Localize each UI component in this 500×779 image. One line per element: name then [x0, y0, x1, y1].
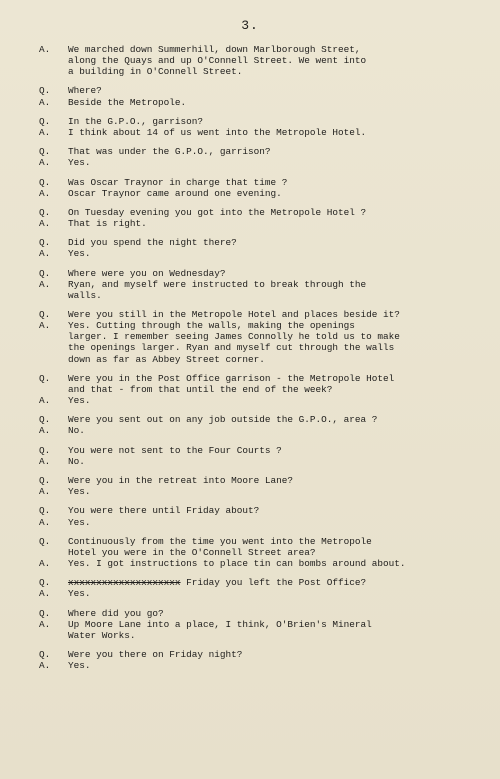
qa-list	[0, 44, 500, 680]
line-text: Where were you on Wednesday?	[68, 267, 226, 279]
line-text: Oscar Traynor came around one evening.	[68, 187, 282, 199]
speaker-label: A.	[39, 218, 51, 230]
line-text-wrapper	[68, 177, 494, 188]
line-text-wrapper	[68, 248, 494, 259]
line-text-wrapper	[68, 127, 494, 138]
line-text-wrapper	[68, 558, 494, 569]
question-line	[0, 608, 500, 619]
answer-line	[0, 558, 500, 569]
line-text: No.	[68, 455, 85, 467]
question-line	[0, 146, 500, 157]
speaker-label: A.	[39, 278, 51, 290]
line-text-wrapper	[68, 320, 494, 364]
speaker-label: Q.	[39, 85, 51, 97]
question-line	[0, 116, 500, 127]
line-text: Did you spend the night there?	[68, 237, 237, 249]
line-text: That is right.	[68, 218, 147, 230]
line-text: Friday you left the Post Office?	[180, 577, 367, 589]
line-text-wrapper	[68, 218, 494, 229]
speaker-label: A.	[39, 126, 51, 138]
speaker-label: A.	[39, 96, 51, 108]
speaker-label: Q.	[39, 577, 51, 589]
question-line	[0, 577, 500, 588]
line-text-wrapper	[68, 279, 494, 301]
line-text-wrapper	[68, 85, 494, 96]
speaker-label: Q.	[39, 535, 51, 547]
speaker-label: Q.	[39, 475, 51, 487]
line-text: We marched down Summerhill, down Marlborough Street, along the Quays and up O'Connell Street. We went into a building in O'Connell Street.	[68, 44, 367, 78]
line-text: Yes.	[68, 486, 91, 498]
answer-line	[0, 157, 500, 168]
speaker-label: A.	[39, 618, 51, 630]
speaker-label: A.	[39, 395, 51, 407]
speaker-label: A.	[39, 455, 51, 467]
qa-exchange	[0, 268, 500, 301]
question-line	[0, 505, 500, 516]
qa-exchange	[0, 44, 500, 77]
line-text-wrapper	[68, 207, 494, 218]
qa-exchange	[0, 116, 500, 138]
qa-exchange	[0, 649, 500, 671]
line-text-wrapper	[68, 588, 494, 599]
speaker-label: Q.	[39, 309, 51, 321]
line-text-wrapper	[68, 414, 494, 425]
line-text-wrapper	[68, 309, 494, 320]
line-text: I think about 14 of us went into the Metropole Hotel.	[68, 126, 367, 138]
line-text: Were you sent out on any job outside the G.P.O., area ?	[68, 414, 378, 426]
line-text-wrapper	[68, 188, 494, 199]
line-text: You were not sent to the Four Courts ?	[68, 444, 282, 456]
speaker-label: A.	[39, 425, 51, 437]
qa-exchange	[0, 207, 500, 229]
line-text: Yes.	[68, 248, 91, 260]
line-text: You were there until Friday about?	[68, 505, 260, 517]
line-text: Up Moore Lane into a place, I think, O'Brien's Mineral Water Works.	[68, 618, 372, 641]
line-text: Were you in the retreat into Moore Lane?	[68, 475, 294, 487]
line-text-wrapper	[68, 505, 494, 516]
line-text-wrapper	[68, 577, 494, 588]
answer-line	[0, 619, 500, 641]
speaker-label: A.	[39, 516, 51, 528]
speaker-label: A.	[39, 248, 51, 260]
answer-line	[0, 517, 500, 528]
answer-line	[0, 425, 500, 436]
speaker-label: Q.	[39, 505, 51, 517]
line-text-wrapper	[68, 395, 494, 406]
speaker-label: Q.	[39, 206, 51, 218]
line-text-wrapper	[68, 237, 494, 248]
speaker-label: A.	[39, 486, 51, 498]
answer-line	[0, 588, 500, 599]
line-text: Yes. Cutting through the walls, making the openings larger. I remember seeing James Connolly he told us to make the openings larger. Ryan and myself cut through the walls down as far as Abbey Street corner.	[68, 320, 400, 365]
question-line	[0, 268, 500, 279]
line-text-wrapper	[68, 486, 494, 497]
answer-line	[0, 395, 500, 406]
line-text-wrapper	[68, 475, 494, 486]
speaker-label: Q.	[39, 372, 51, 384]
line-text-wrapper	[68, 445, 494, 456]
speaker-label: Q.	[39, 607, 51, 619]
question-line	[0, 445, 500, 456]
line-text: Were you in the Post Office garrison - the Metropole Hotel and that - from that until the end of the week?	[68, 372, 395, 395]
line-text-wrapper	[68, 649, 494, 660]
question-line	[0, 475, 500, 486]
line-text-wrapper	[68, 619, 494, 641]
answer-line	[0, 660, 500, 671]
question-line	[0, 85, 500, 96]
answer-line	[0, 248, 500, 259]
line-text-wrapper	[68, 536, 494, 558]
line-text: Were you there on Friday night?	[68, 649, 243, 661]
question-line	[0, 649, 500, 660]
question-line	[0, 373, 500, 395]
answer-line	[0, 44, 500, 77]
qa-exchange	[0, 237, 500, 259]
line-text: Yes.	[68, 660, 91, 672]
line-text: Ryan, and myself were instructed to break through the walls.	[68, 278, 367, 301]
qa-exchange	[0, 414, 500, 436]
line-text-wrapper	[68, 517, 494, 528]
speaker-label: A.	[39, 588, 51, 600]
speaker-label: A.	[39, 558, 51, 569]
speaker-label: Q.	[39, 176, 51, 188]
line-text-wrapper	[68, 97, 494, 108]
answer-line	[0, 279, 500, 301]
qa-exchange	[0, 85, 500, 107]
line-text: That was under the G.P.O., garrison?	[68, 146, 271, 158]
qa-exchange	[0, 177, 500, 199]
answer-line	[0, 456, 500, 467]
answer-line	[0, 127, 500, 138]
speaker-label: A.	[39, 157, 51, 169]
line-text-wrapper	[68, 146, 494, 157]
speaker-label: Q.	[39, 414, 51, 426]
line-text-wrapper	[68, 268, 494, 279]
speaker-label: Q.	[39, 115, 51, 127]
speaker-label: A.	[39, 660, 51, 672]
speaker-label: A.	[39, 320, 51, 332]
qa-exchange	[0, 146, 500, 168]
question-line	[0, 207, 500, 218]
answer-line	[0, 218, 500, 229]
line-text-wrapper	[68, 608, 494, 619]
question-line	[0, 177, 500, 188]
speaker-label: Q.	[39, 146, 51, 158]
struck-out-text: xxxxxxxxxxxxxxxxxxxx	[68, 577, 181, 589]
line-text: Was Oscar Traynor in charge that time ?	[68, 176, 288, 188]
line-text-wrapper	[68, 157, 494, 168]
line-text: Yes.	[68, 516, 91, 528]
line-text-wrapper	[68, 456, 494, 467]
line-text: Where?	[68, 85, 102, 97]
line-text: Were you still in the Metropole Hotel and places beside it?	[68, 309, 400, 321]
qa-exchange	[0, 608, 500, 641]
line-text-wrapper	[68, 44, 494, 77]
answer-line	[0, 97, 500, 108]
question-line	[0, 309, 500, 320]
line-text-wrapper	[68, 373, 494, 395]
line-text: In the G.P.O., garrison?	[68, 115, 204, 127]
qa-exchange	[0, 373, 500, 406]
speaker-label: A.	[39, 187, 51, 199]
question-line	[0, 414, 500, 425]
answer-line	[0, 486, 500, 497]
line-text-wrapper	[68, 660, 494, 671]
qa-exchange	[0, 577, 500, 599]
line-text: Yes.	[68, 395, 91, 407]
line-text-wrapper	[68, 116, 494, 127]
line-text: Where did you go?	[68, 607, 164, 619]
qa-exchange	[0, 536, 500, 569]
speaker-label: Q.	[39, 649, 51, 661]
line-text: On Tuesday evening you got into the Metropole Hotel ?	[68, 206, 367, 218]
line-text: Beside the Metropole.	[68, 96, 187, 108]
line-text-wrapper	[68, 425, 494, 436]
answer-line	[0, 320, 500, 364]
speaker-label: A.	[39, 44, 51, 55]
line-text: Yes.	[68, 588, 91, 600]
qa-exchange	[0, 309, 500, 364]
qa-exchange	[0, 505, 500, 527]
qa-exchange	[0, 475, 500, 497]
line-text: Yes. I got instructions to place tin can bombs around about.	[68, 558, 406, 569]
line-text: Yes.	[68, 157, 91, 169]
line-text: Continuously from the time you went into the Metropole Hotel you were in the O'Connell Street area?	[68, 535, 372, 558]
speaker-label: Q.	[39, 444, 51, 456]
answer-line	[0, 188, 500, 199]
page-number: 3.	[241, 18, 259, 33]
question-line	[0, 536, 500, 558]
line-text: No.	[68, 425, 85, 437]
qa-exchange	[0, 445, 500, 467]
speaker-label: Q.	[39, 267, 51, 279]
question-line	[0, 237, 500, 248]
speaker-label: Q.	[39, 237, 51, 249]
